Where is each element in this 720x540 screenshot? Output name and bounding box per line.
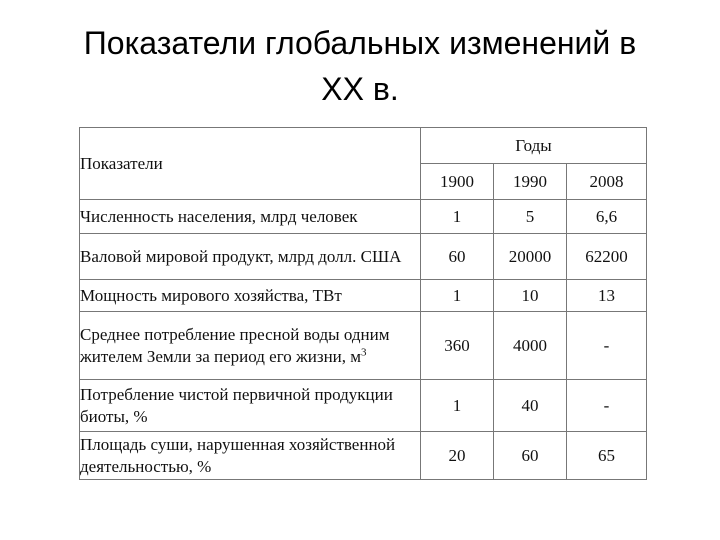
table-row [80,432,647,480]
row-value-2008: 13 [567,280,647,312]
header-year-1900: 1900 [421,164,494,200]
row-value-2008: 65 [567,432,647,480]
row-value-1900: 20 [421,432,494,480]
slide-title-line-1: Показатели глобальных изменений в [83,25,637,61]
row-label-text: Среднее потребление пресной воды одним жителем Земли за период его жизни, м [80,324,390,366]
header-year-1990: 1990 [494,164,567,200]
indicators-table [79,127,647,480]
row-label: Валовой мировой продукт, млрд долл. США [80,234,421,280]
row-value-1900: 60 [421,234,494,280]
row-label: Потребление чистой первичной продукции биоты, % [80,380,421,432]
slide-title [0,20,720,112]
table-row [80,380,647,432]
row-value-1900: 360 [421,312,494,380]
row-value-2008: 62200 [567,234,647,280]
row-value-1990: 10 [494,280,567,312]
row-value-1990: 5 [494,200,567,234]
row-label: Численность населения, млрд человек [80,200,421,234]
table-row [80,234,647,280]
header-indicators-cell: Показатели [80,128,421,200]
slide-title-line-2: XX в. [321,71,399,107]
row-value-1990: 20000 [494,234,567,280]
table-row [80,200,647,234]
row-label-superscript: 3 [361,345,367,358]
row-label [80,312,421,380]
table-row [80,312,647,380]
row-label: Мощность мирового хозяйства, ТВт [80,280,421,312]
header-years-cell: Годы [421,128,647,164]
row-value-1990: 40 [494,380,567,432]
row-value-1900: 1 [421,380,494,432]
row-value-1990: 4000 [494,312,567,380]
table-header-row [80,128,647,164]
table-row [80,280,647,312]
row-value-1900: 1 [421,200,494,234]
row-value-2008: - [567,380,647,432]
header-year-2008: 2008 [567,164,647,200]
row-value-1990: 60 [494,432,567,480]
row-value-1900: 1 [421,280,494,312]
row-value-2008: - [567,312,647,380]
row-value-2008: 6,6 [567,200,647,234]
row-label: Площадь суши, нарушенная хозяйственной деятельностью, % [80,432,421,480]
